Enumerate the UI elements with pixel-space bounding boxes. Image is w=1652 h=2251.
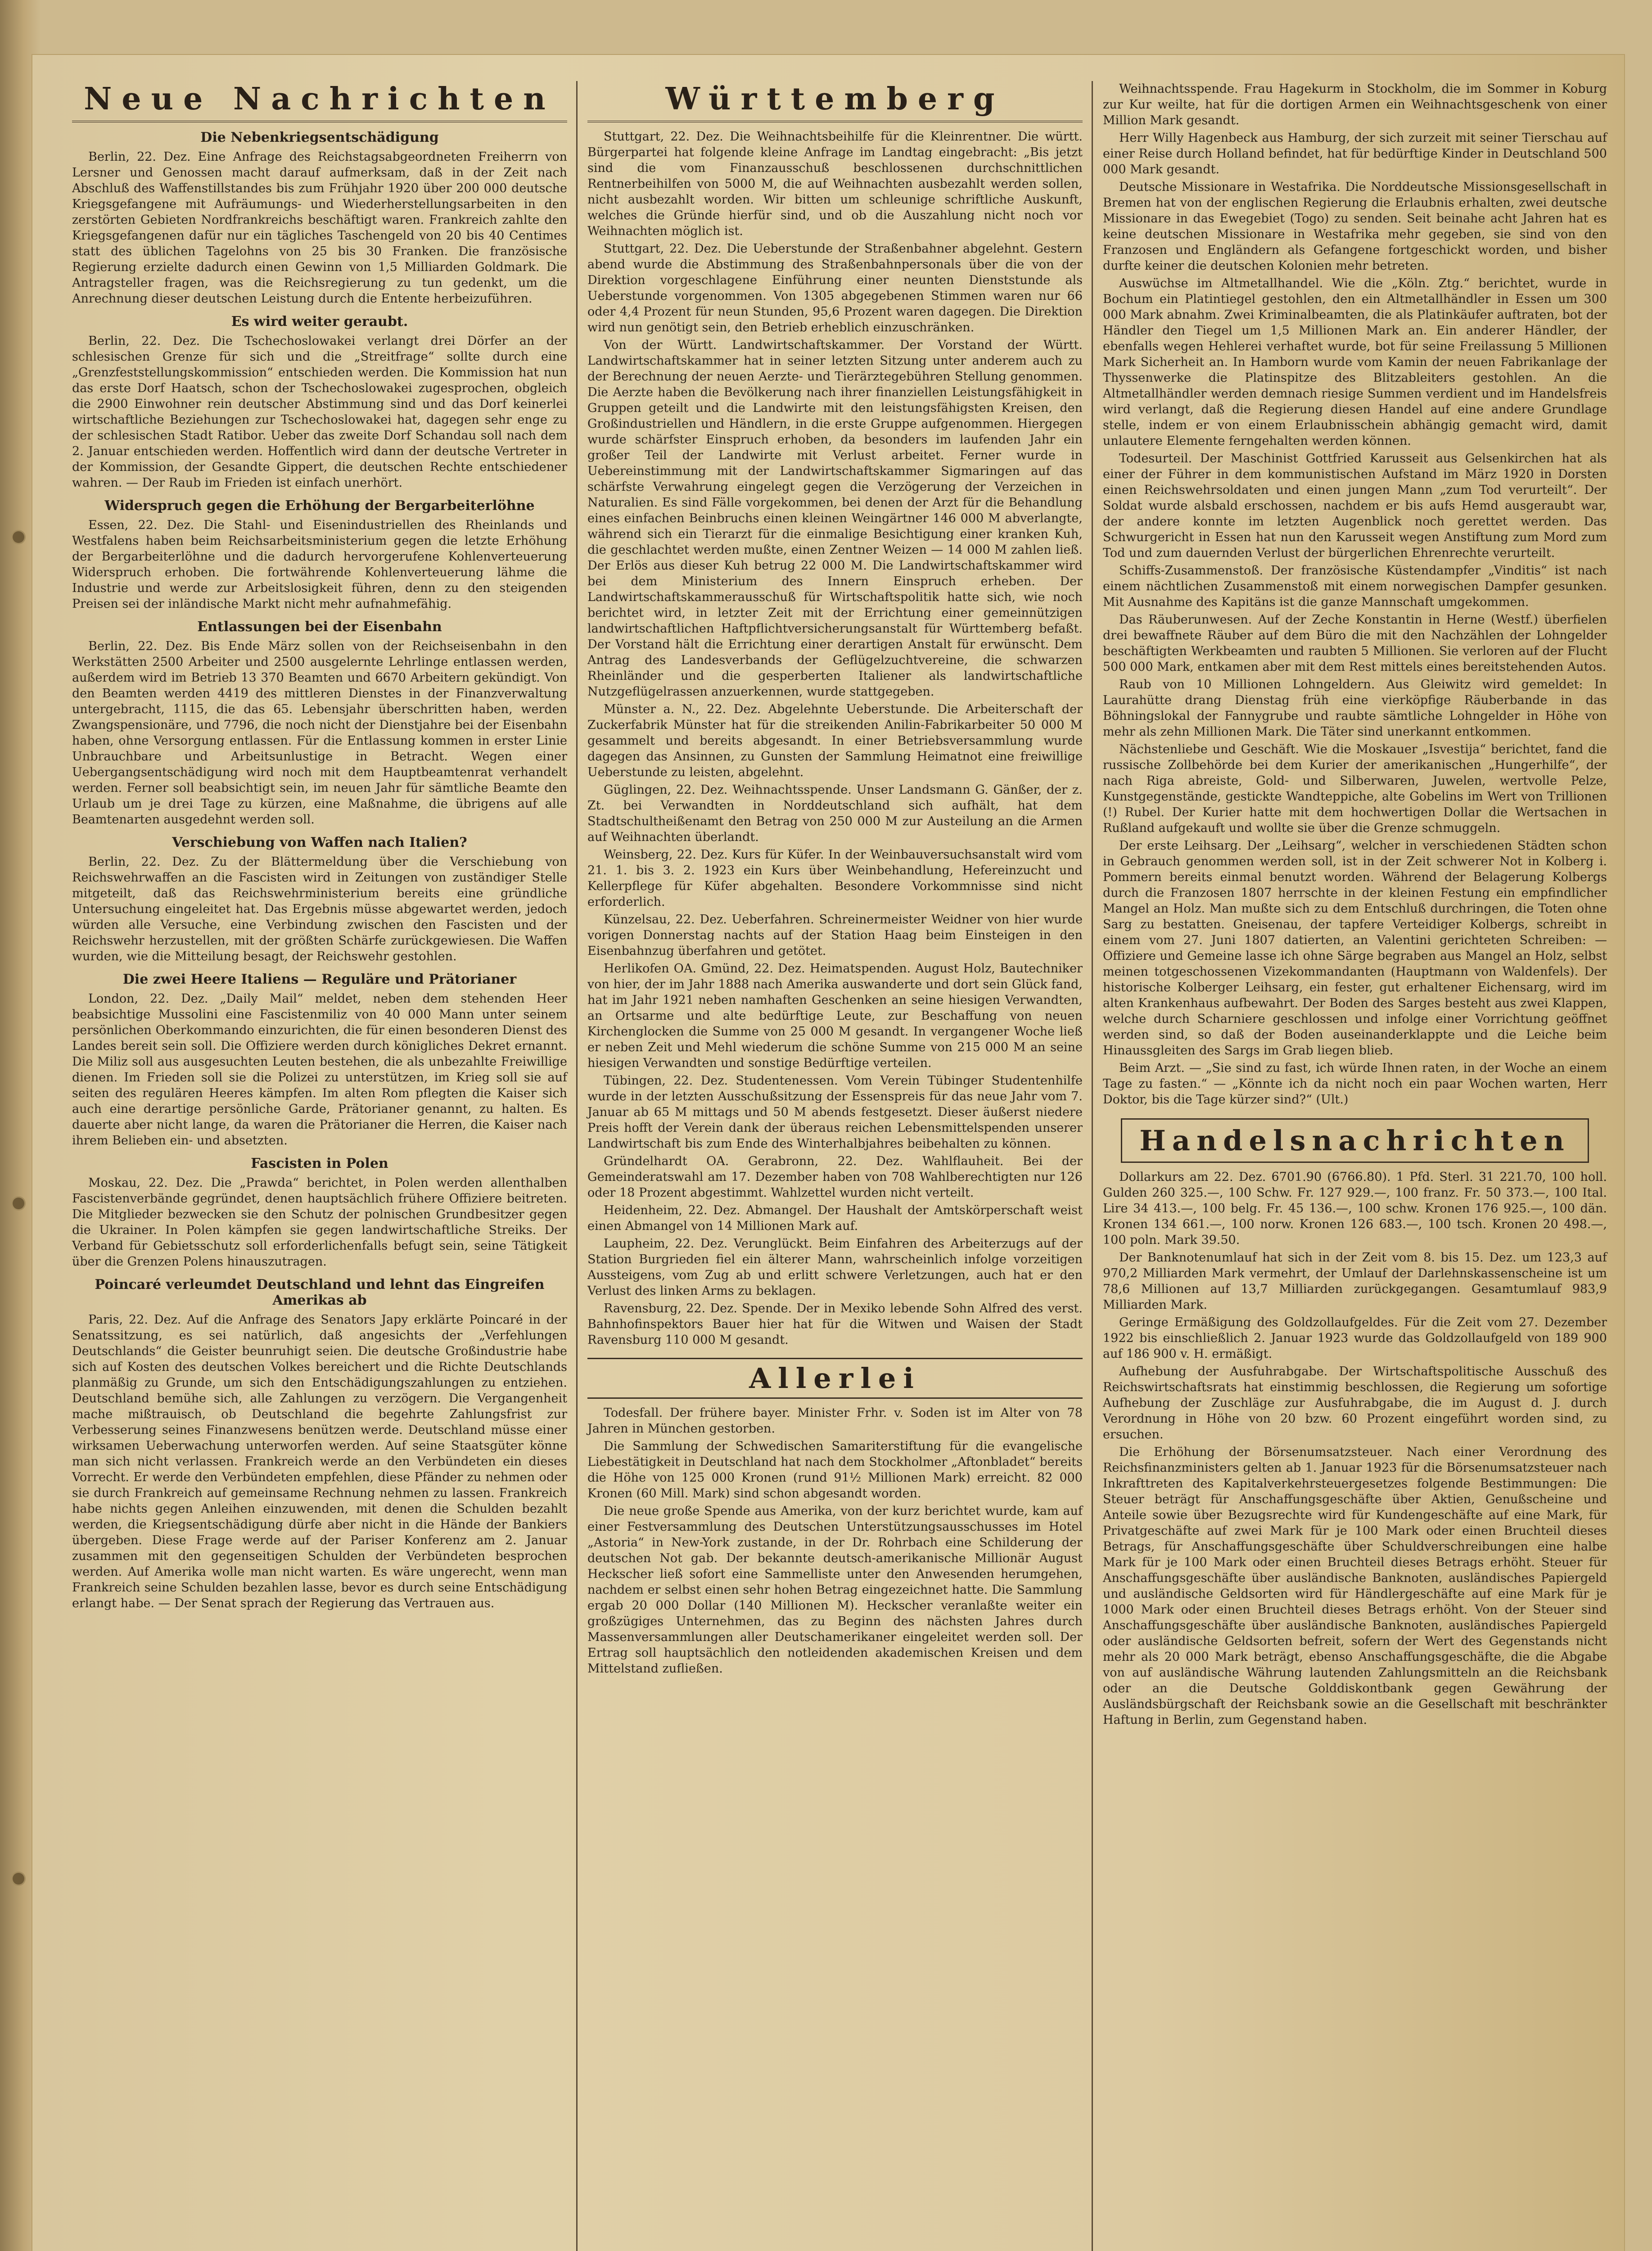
article [1103,81,1607,128]
article-text: Dollarkurs am 22. Dez. 6701.90 (6766.80). 1 Pfd. Sterl. 31 221.70, 100 holl. Gulden 260 325.—, 100 Schw. Fr. 127 929.—, 100 franz. Fr. 50 373.—, 100 Ital. Lire 34 413.—, 100 belg. Fr. 45 136.—, 100 schw. Kronen 176 925.—, 100 dän. Kronen 134 661.—, 100 norw. Kronen 126 683.—, 100 tsch. Kronen 20 498.—, 100 poln. Mark 39.50. [1103,1170,1607,1247]
article [1103,179,1607,274]
article-text: Das Räuberunwesen. Auf der Zeche Konstantin in Herne (Westf.) überfielen drei bewaffnete Räuber auf dem Büro die mit den Nachzählen der Lohngelder beschäftigten Werkbeamten und raubten 5 Millionen. Sie verloren auf der Flucht 500 000 Mark, entkamen aber mit dem Rest mittels eines bereitstehenden Autos. [1103,613,1607,674]
article-text: Gründelhardt OA. Gerabronn, 22. Dez. Wahlflauheit. Bei der Gemeinderatswahl am 17. Dezember haben von 708 Wahlberechtigten nur 126 oder 18 Prozent abgestimmt. Wahlzettel wurden nicht verteilt. [587,1154,1083,1200]
article-text: Paris, 22. Dez. Auf die Anfrage des Senators Japy erklärte Poincaré in der Senatssitzung, es sei natürlich, daß angesichts der „Verfehlungen Deutschlands“ die Geister beunruhigt seien. Die deutsche Großindustrie habe sich auf Kosten des deutschen Volkes bereichert und die Richte Deutschlands planmäßig zu Grunde, um sich den Entschädigungszahlungen zu entziehen. Deutschland bemühe sich, alle Zahlungen zu verzögern. Die Vergangenheit mache mißtrauisch, ob Deutschland die begehrte Zahlungsfrist zur Verbesserung seines Finanzwesens benützen werde. Deutschland müsse einer wirksamen Ueberwachung unterworfen werden. Auf seine Staatsgüter könne man sich nicht verlassen. Frankreich werde an den Verbündeten ein dieses Vorrecht. Er werde den Verbündeten empfehlen, diese Pfänder zu nehmen oder sie durch Frankreich auf gemeinsame Rechnung nehmen zu lassen. Frankreich habe nichts gegen Anleihen einzuwenden, mit denen die Schulden bezahlt werden, die Kriegsentschädigung dürfe aber nicht in die Hände der Bankiers übergeben. Diese Frage werde auf der Pariser Konferenz am 2. Januar zusammen mit den gegenseitigen Schulden der Verbündeten besprochen werden. Auf Amerika wolle man nicht warten. Es wäre ungerecht, wenn man Frankreich seine Schulden bezahlen lasse, bevor es durch seine Entschädigung erlangt habe. — Der Senat sprach der Regierung das Vertrauen aus. [72,1313,567,1610]
article [1103,1060,1607,1107]
article [587,847,1083,910]
article [72,1277,567,1611]
section-title-wuerttemberg: Württemberg [587,81,1083,122]
section-title-allerlei: Allerlei [587,1358,1083,1399]
article-text: Ravensburg, 22. Dez. Spende. Der in Mexiko lebende Sohn Alfred des verst. Bahnhofinspektors Bauer hier hat für die Witwen und Waisen der Stadt Ravensburg 110 000 M gesandt. [587,1302,1083,1347]
article [1103,612,1607,675]
article-text: Künzelsau, 22. Dez. Ueberfahren. Schreinermeister Weidner von hier wurde vorigen Donnerstag nachts auf der Station Haag beim Einsteigen in den Eisenbahnzug überfahren und getötet. [587,913,1083,958]
column-middle-articles [587,129,1083,1677]
article-text: Auswüchse im Altmetallhandel. Wie die „Köln. Ztg.“ berichtet, wurde in Bochum ein Platintiegel gestohlen, den ein Altmetallhändler in Essen um 300 000 Mark abnahm. Zwei Kriminalbeamten, die als Platinkäufer auftraten, bot der Händler den Tiegel um 1,5 Millionen Mark an. Ein anderer Händler, der ebenfalls wegen Hehlerei verhaftet wurde, bot für seine Freilassung 5 Millionen Mark Sicherheit an. In Hamborn wurde vom Kamin der neuen Fabrikanlage der Thyssenwerke die Platinspitze des Blitzableiters gestohlen. An die Altmetallhändler werden demnach riesige Summen verdient und im Handelsfreis wird verlangt, daß die Regierung diesen Handel auf eine andere Grundlage stelle, indem er von einem Erlaubnisschein abhängig gemacht wird, damit unlautere Elemente ferngehalten werden können. [1103,276,1607,448]
article-text: London, 22. Dez. „Daily Mail“ meldet, neben dem stehenden Heer beabsichtige Mussolini eine Fascistenmiliz von 40 000 Mann unter seinem persönlichen Oberkommando einzurichten, die für einen besonderen Dienst des Landes bereit sein soll. Die Offiziere werden durch königliches Dekret ernannt. Die Miliz soll aus ausgesuchten Leuten bestehen, die als unbezahlte Freiwillige dienen. Im Frieden soll sie die Polizei zu unterstützen, im Krieg soll sie auf seiten des regulären Heeres kämpfen. Im alten Rom pflegten die Kaiser sich auch eine derartige persönliche Garde, Prätorianer genannt, zu halten. Es dauerte aber nicht lange, da waren die Prätorianer die Herren, die Kaiser nach ihrem Belieben ein- und absetzten. [72,992,567,1148]
article-text: Die Sammlung der Schwedischen Samariterstiftung für die evangelische Liebestätigkeit in Deutschland hat nach dem Stockholmer „Aftonbladet“ bereits die Höhe von 125 000 Kronen (rund 91½ Millionen Mark) erreicht. 82 000 Kronen (60 Mill. Mark) sind schon abgesandt worden. [587,1439,1083,1501]
article-text: Güglingen, 22. Dez. Weihnachtsspende. Unser Landsmann G. Gänßer, der z. Zt. bei Verwandten in Norddeutschland sich aufhält, hat dem Stadtschultheißenamt den Betrag von 250 000 M zur Austeilung an die Armen auf Weihnachten überlandt. [587,783,1083,844]
column-left [72,81,567,1613]
article [72,498,567,612]
article-text: Beim Arzt. — „Sie sind zu fast, ich würde Ihnen raten, in der Woche an einem Tage zu fasten.“ — „Könnte ich da nicht noch ein paar Wochen warten, Herr Doktor, bis die Tage kürzer sind?“ (Ult.) [1103,1061,1607,1107]
article [1103,1364,1607,1442]
article [587,912,1083,959]
article [1103,1315,1607,1362]
column-rule [1092,81,1093,2251]
article [72,972,567,1148]
article [587,1073,1083,1152]
article [587,1301,1083,1348]
article-text: Der Banknotenumlauf hat sich in der Zeit vom 8. bis 15. Dez. um 123,3 auf 970,2 Milliarden Mark vermehrt, der Umlauf der Darlehnskassenscheine ist um 78,6 Millionen auf 13,7 Milliarden zurückgegangen. Gesamtumlauf 983,9 Milliarden Mark. [1103,1251,1607,1312]
article [587,1405,1083,1437]
newspaper-page [32,54,1625,2251]
binding-hole [13,1198,24,1209]
article [587,1503,1083,1677]
column-middle [587,81,1083,1678]
article-text: Der erste Leihsarg. Der „Leihsarg“, welcher in verschiedenen Städten schon in Gebrauch genommen werden soll, ist in der Zeit schwerer Not in Kolberg i. Pommern bereits einmal benutzt worden. Während der Belagerung Kolbergs durch die Franzosen 1807 herrschte in der kleinen Festung ein empfindlicher Mangel an Holz. Man mußte sich zu dem Entschluß durchringen, die Toten ohne Sarg zu bestatten. Gneisenau, der tapfere Verteidiger Kolbergs, schreibt in einem vom 27. Juni 1807 datierten, an Valentini gerichteten Schreiben: — Offiziere und Gemeine lasse ich ohne Särge begraben aus Mangel an Holz, selbst meinen totgeschossenen Vizekommandanten (Hauptmann von Waldenfels). Der historische Kolberger Leihsarg, ein fester, gut erhaltener Eichensarg, wird im alten Krankenhaus aufbewahrt. Der Boden des Sarges besteht aus zwei Klappen, welche durch Scharniere geschlossen und infolge einer Vorrichtung geöffnet werden sind, so daß der Boden auseinanderklappte und die Leiche beim Hinaussgleiten des Sargs im Grab liegen blieb. [1103,839,1607,1058]
article [1103,677,1607,740]
article [1103,1169,1607,1248]
article-text: Todesurteil. Der Maschinist Gottfried Karusseit aus Gelsenkirchen hat als einer der Führer in dem kommunistischen Aufstand im März 1920 in Dorsten einen Reichswehrsoldaten und einen jungen Mann „zum Tod verurteilt“. Der Soldat wurde alsbald erschossen, nachdem er bis aufs Hemd ausgeraubt war, der andere konnte im letzten Augenblick noch gerettet werden. Das Schwurgericht in Essen hat nun den Karusseit wegen Anstiftung zum Mord zum Tod und zum dauernden Verlust der bürgerlichen Ehrenrechte verurteilt. [1103,452,1607,560]
article-headline: Die Nebenkriegsentschädigung [200,130,439,145]
article-text: Berlin, 22. Dez. Zu der Blättermeldung über die Verschiebung von Reichswehrwaffen an die Fascisten wird in Zeitungen von zuständiger Stelle mitgeteilt, daß das Reichswehrministerium bereits eine gründliche Untersuchung eingeleitet hat. Das Ergebnis müsse abgewartet werden, jedoch würden alle Versuche, eine Verbindung zwischen den Fascisten und der Reichswehr herzustellen, mit der größten Schärfe zurückgewiesen. Die Waffen wurden, wie die Mitteilung besagt, der Reichswehr gestohlen. [72,855,567,963]
column-rule [576,81,578,2251]
article-headline: Fascisten in Polen [251,1156,388,1171]
article-text: Weinsberg, 22. Dez. Kurs für Küfer. In der Weinbauversuchsanstalt wird vom 21. 1. bis 3. 2. 1923 ein Kurs über Weinbehandlung, Hefereinzucht und Kellerpflege für Küfer abgehalten. Besondere Vorkommnisse sind nicht erforderlich. [587,848,1083,909]
article-text: Berlin, 22. Dez. Die Tschechoslowakei verlangt drei Dörfer an der schlesischen Grenze für sich und die „Streitfrage“ sollte durch eine „Grenzfeststellungskommission“ entschieden werden. Die Kommission hat nun das erste Dorf Haatsch, schon der Tschechoslowakei zugesprochen, obgleich die 2900 Einwohner rein deutscher Abstimmung sind und das Dorf keinerlei wirtschaftliche Beziehungen zur Tschechoslowakei hat, dagegen sehr enge zu der schlesischen Stadt Ratibor. Ueber das zweite Dorf Schandau soll nach dem 2. Januar entschieden werden. Hoffentlich wird dann der deutsche Vertreter in der Kommission, der Gesandte Gippert, die deutschen Rechte entschiedener wahren. — Der Raub im Frieden ist einfach unerhört. [72,334,567,490]
article-text: Herr Willy Hagenbeck aus Hamburg, der sich zurzeit mit seiner Tierschau auf einer Reise durch Holland befindet, hat für bedürftige Kinder in Deutschland 500 000 Mark gesandt. [1103,131,1607,176]
column-right [1103,81,1607,1730]
article-text: Berlin, 22. Dez. Eine Anfrage des Reichstagsabgeordneten Freiherrn von Lersner und Genossen macht darauf aufmerksam, daß in der Zeit nach Abschluß des Waffenstillstandes bis zum Frühjahr 1920 über 200 000 deutsche Kriegsgefangene mit Aufräumungs- und Wiederherstellungsarbeiten in den zerstörten Gebieten Nordfrankreichs beschäftigt waren. Frankreich zahlte den Kriegsgefangenen dafür nur ein tägliches Taschengeld von 20 bis 40 Centimes statt des üblichen Tagelohns von 25 bis 30 Franken. Die französische Regierung erzielte dadurch einen Gewinn von 1,5 Milliarden Goldmark. Die Antragsteller fragen, was die Reichsregierung zu tun gedenkt, um die Anrechnung dieser deutschen Leistung durch die Entente herbeizuführen. [72,150,567,306]
article-text: Moskau, 22. Dez. Die „Prawda“ berichtet, in Polen werden allenthalben Fascistenverbände gegründet, denen hauptsächlich frühere Offiziere beitreten. Die Mitglieder bezwecken sie den Schutz der polnischen Grundbesitzer gegen die Ukrainer. In Polen kämpfen sie gegen landwirtschaftliche Streiks. Der Verband für Gebietsschutz soll erforderlichenfalls befugt sein, seine Tätigkeit über die Grenzen Polens hinauszutragen. [72,1176,567,1269]
article [72,1156,567,1270]
section-title-handelsnachrichten: Handelsnachrichten [1121,1118,1589,1163]
article-headline: Es wird weiter geraubt. [231,314,408,330]
article-text: Geringe Ermäßigung des Goldzollaufgeldes. Für die Zeit vom 27. Dezember 1922 bis einschließlich 2. Januar 1923 wurde das Goldzollaufgeld von 189 900 auf 186 900 v. H. ermäßigt. [1103,1315,1607,1361]
article-text: Stuttgart, 22. Dez. Die Weihnachtsbeihilfe für die Kleinrentner. Die württ. Bürgerpartei hat folgende kleine Anfrage im Landtag eingebracht: „Bis jetzt sind die vom Finanzausschuß beschlossenen durchschnittlichen Rentnerbeihilfen von 5000 M, die auf Weihnachten ausbezahlt werden sollen, nicht ausbezahlt worden. Wir bitten um schleunige schriftliche Auskunft, welches die Gründe hierfür sind, und ob die Auszahlung nicht noch vor Weihnachten möglich ist. [587,130,1083,238]
article-text: Essen, 22. Dez. Die Stahl- und Eisenindustriellen des Rheinlands und Westfalens haben beim Reichsarbeitsministerium gegen die letzte Erhöhung der Bergarbeiterlöhne und die dadurch hervorgerufene Kohlenverteuerung Widerspruch erhoben. Die fortwährende Kohlenverteuerung lähme die Industrie und werde zur Arbeitslosigkeit führen, denn zu den steigenden Preisen sei der inländische Markt nicht mehr aufnahmefähig. [72,518,567,611]
article-headline: Entlassungen bei der Eisenbahn [197,619,442,635]
binding-hole [13,531,24,543]
article-text: Schiffs-Zusammenstoß. Der französische Küstendampfer „Vinditis“ ist nach einem nächtlichen Zusammenstoß mit einem norwegischen Dampfer gesunken. Mit Ausnahme des Kapitäns ist die ganze Mannschaft umgekommen. [1103,564,1607,609]
article-headline: Widerspruch gegen die Erhöhung der Bergarbeiterlöhne [104,498,535,514]
article [1103,838,1607,1058]
article-text: Raub von 10 Millionen Lohngeldern. Aus Gleiwitz wird gemeldet: In Laurahütte drang Dienstag früh eine vierköpfige Räuberbande in das Böhningslokal der Fannygrube und raubte sämtliche Lohngelder in Höhe von mehr als zehn Millionen Mark. Die Täter sind unerkannt entkommen. [1103,678,1607,739]
article [1103,451,1607,561]
article [1103,130,1607,177]
article-text: Die Erhöhung der Börsenumsatzsteuer. Nach einer Verordnung des Reichsfinanzministers gelten ab 1. Januar 1923 für die Börsenumsatzsteuer nach Inkrafttreten des Kapitalverkehrsteuergesetzes folgende Bestimmungen: Die Steuer beträgt für Anschaffungsgeschäfte über Aktien, Genußscheine und Anteile sowie über Bezugsrechte wird für Kundengeschäfte auf eine Mark, für Privatgeschäfte auf zwei Mark für je 100 Mark oder einen Bruchteil dieses Betrags, für Anschaffungsgeschäfte über Schuldverschreibungen eine halbe Mark für je 100 Mark oder einen Bruchteil dieses Betrags erhöht. Steuer für Anschaffungsgeschäfte über ausländische Banknoten, ausländisches Papiergeld und ausländische Geldsorten wird für Händlergeschäfte auf eine Mark für je 1000 Mark oder einen Bruchteil dieses Betrags erhöht. Von der Steuer sind Anschaffungsgeschäfte über ausländische Banknoten, ausländisches Papiergeld oder ausländische Geldsorten befreit, sofern der Wert des Gegenstands nicht mehr als 20 000 Mark beträgt, ebenso Anschaffungsgeschäfte, die die Abgabe von auf ausländische Währung lautenden Zahlungsmitteln an die Reichsbank oder an die Deutsche Golddiskontbank gegen Gewährung der Ausländsbürgschaft der Reichsbank sowie an die Gesellschaft mit beschränkter Haftung in Berlin, zum Gegenstand haben. [1103,1445,1607,1727]
article-headline: Verschiebung von Waffen nach Italien? [172,835,467,850]
article [587,337,1083,700]
article [587,782,1083,845]
article-text: Herlikofen OA. Gmünd, 22. Dez. Heimatspenden. August Holz, Bautechniker von hier, der im Jahr 1888 nach Amerika auswanderte und dort sein Glück fand, hat im Jahr 1921 neben namhaften Geschenken an seine hiesigen Verwandten, an Ortsarme und alte bedürftige Leute, zur Beschaffung von neuen Kirchenglocken die Summe von 25 000 M gesandt. In vergangener Woche ließ er neben Zeit und Mehl wiederum die schöne Summe von 215 000 M an seine hiesigen Verwandten und sonstige Bedürftige verteilen. [587,962,1083,1070]
article-text: Weihnachtsspende. Frau Hagekurm in Stockholm, die im Sommer in Koburg zur Kur weilte, hat für die dortigen Armen ein Weihnachtsgeschenk von einer Million Mark gesandt. [1103,82,1607,127]
article-text: Heidenheim, 22. Dez. Abmangel. Der Haushalt der Amtskörperschaft weist einen Abmangel von 14 Millionen Mark auf. [587,1203,1083,1233]
article-headline: Die zwei Heere Italiens — Reguläre und Prätorianer [122,972,517,987]
article [1103,1250,1607,1313]
article [587,1438,1083,1501]
article [72,619,567,827]
column-right-articles [1103,81,1607,1728]
section-title-neue-nachrichten: Neue Nachrichten [72,81,567,122]
article-text: Tübingen, 22. Dez. Studentenessen. Vom Verein Tübinger Studentenhilfe wurde in der letzten Ausschußsitzung der Essenspreis für das neue Jahr vom 7. Januar ab 65 M mittags und 50 M abends festgesetzt. Dieser äußerst niedere Preis hofft der Verein dank der überaus reichen Lebensmittelspenden unserer Landwirtschaft bis zum Ende des Winterhalbjahres beibehalten zu können. [587,1074,1083,1151]
article [1103,741,1607,836]
article [587,129,1083,239]
article [587,1153,1083,1201]
article [72,130,567,307]
article [587,961,1083,1071]
article-text: Berlin, 22. Dez. Bis Ende März sollen von der Reichseisenbahn in den Werkstätten 2500 Arbeiter und 2500 ausgelernte Lehrlinge entlassen werden, außerdem wird im Betrieb 13 370 Beamten und 6670 Arbeitern gekündigt. Von den Beamten werden 4419 des mittleren Dienstes in der Finanzverwaltung untergebracht, 1115, die das 65. Lebensjahr überschritten haben, werden Zwangspensionäre, und 7796, die noch nicht der Dienstjahre bei der Eisenbahn haben, ohne Versorgung entlassen. Für die Entlassung kommen in erster Linie Unbrauchbare und Arbeitsunlustige in Betracht. Wegen einer Uebergangsentschädigung wird noch mit dem Hauptbeamtenrat verhandelt werden. Ferner soll beabsichtigt sein, im neuen Jahr für sämtliche Beamte den Urlaub um je drei Tage zu kürzen, eine Maßnahme, die übrigens auf alle Beamtenarten ausgedehnt werden soll. [72,639,567,827]
article-text: Stuttgart, 22. Dez. Die Ueberstunde der Straßenbahner abgelehnt. Gestern abend wurde die Abstimmung des Straßenbahnpersonals über die von der Direktion vorgeschlagene Einführung einer neunten Dienststunde als Ueberstunde vorgenommen. Von 1305 abgegebenen Stimmen waren nur 66 oder 4,4 Prozent für neun Stunden, 95,6 Prozent waren dagegen. Die Direktion wird nun genötigt sein, den Betrieb erheblich einzuschränken. [587,242,1083,334]
article [72,835,567,964]
article-text: Todesfall. Der frühere bayer. Minister Frhr. v. Soden ist im Alter von 78 Jahren in München gestorben. [587,1406,1083,1436]
article-text: Von der Württ. Landwirtschaftskammer. Der Vorstand der Württ. Landwirtschaftskammer hat in seiner letzten Sitzung unter anderem auch zu der Berechnung der neuen Aerzte- und Tierärztegebühren Stellung genommen. Die Aerzte haben die Bevölkerung nach ihrer finanziellen Leistungsfähigkeit in Gruppen geteilt und die Landwirte mit den leistungsfähigsten Kreisen, den Großindustriellen und Händlern, in die erste Gruppe aufgenommen. Hiergegen wurde schärfster Einspruch erhoben, da besonders im laufenden Jahr ein großer Teil der Landwirte mit Verlust arbeitet. Ferner wurde in Uebereinstimmung mit der Landwirtschaftskammer Sigmaringen auf das schärfste Verwahrung eingelegt gegen die Verzögerung der Verzeichen in Naturalien. Es sind Fälle vorgekommen, bei denen der Arzt für die Behandlung eines einfachen Beinbruchs einen kleinen Weingärtner 146 000 M abverlangte, während sich ein Tierarzt für die einmalige Besichtigung einer kranken Kuh, die geschlachtet werden mußte, einen Zentner Weizen — 14 000 M zahlen ließ. Der Erlös aus dieser Kuh betrug 22 000 M. Die Landwirtschaftskammer wird bei dem Ministerium des Innern Einspruch erheben. Der Landwirtschaftskammerausschuß für Wirtschaftspolitik hatte sich, wie noch berichtet wird, in letzter Zeit mit der Errichtung einer gemeinnützigen landwirtschaftlichen Haftpflichtversicherungsanstalt für Württemberg befaßt. Der Vorstand hält die Errichtung einer derartigen Anstalt für erwünscht. Dem Antrag des Landesverbands der Geflügelzuchtvereine, die schwarzen Rheinländer und die gesperberten Italiener als landwirtschaftliche Nutzgeflügelrassen anzuerkennen, wurde stattgegeben. [587,338,1083,699]
article [587,1236,1083,1299]
article-headline: Poincaré verleumdet Deutschland und lehnt das Eingreifen Amerikas ab [95,1277,545,1308]
article-text: Laupheim, 22. Dez. Verunglückt. Beim Einfahren des Arbeiterzugs auf der Station Burgrieden fiel ein älterer Mann, wahrscheinlich infolge vorzeitigen Aussteigens, vom Zug ab und erlitt schwere Verletzungen, auch hat er den Verlust des linken Arms zu beklagen. [587,1237,1083,1298]
article-text: Deutsche Missionare in Westafrika. Die Norddeutsche Missionsgesellschaft in Bremen hat von der englischen Regierung die Erlaubnis erhalten, zwei deutsche Missionare in das Ewegebiet (Togo) zu senden. Seit beinahe acht Jahren hat es keine deutschen Missionare in Westafrika mehr gegeben, sie sind von den Franzosen und Engländern als Gefangene fortgeschickt worden, und bisher durfte keiner die deutschen Kolonien mehr betreten. [1103,180,1607,273]
article [1103,563,1607,610]
article-text: Münster a. N., 22. Dez. Abgelehnte Ueberstunde. Die Arbeiterschaft der Zuckerfabrik Münster hat für die streikenden Anilin-Fabrikarbeiter 50 000 M gesammelt und bereits abgesandt. In einer Betriebsversammlung wurde dagegen das Ansinnen, zu Gunsten der Sammlung Heimatnot eine freiwillige Ueberstunde zu leisten, abgelehnt. [587,702,1083,779]
article-text: Die neue große Spende aus Amerika, von der kurz berichtet wurde, kam auf einer Festversammlung des Deutschen Unterstützungsausschusses im Hotel „Astoria“ in New-York zustande, in der Dr. Rohrbach eine Schilderung der deutschen Not gab. Der bekannte deutsch-amerikanische Millionär August Heckscher ließ sofort eine Sammelliste unter den Anwesenden herumgehen, nachdem er selbst einen sehr hohen Betrag eingezeichnet hatte. Die Sammlung ergab 20 000 Dollar (140 Millionen M). Heckscher veranlaßte weiter ein großzügiges Unternehmen, das zu Beginn des nächsten Jahres durch Massenversammlungen aller Deutschamerikaner eingeleitet werden soll. Der Ertrag soll hauptsächlich den notleidenden akademischen Kreisen und dem Mittelstand zufließen. [587,1504,1083,1676]
article [1103,1444,1607,1728]
article-text: Nächstenliebe und Geschäft. Wie die Moskauer „Isvestija“ berichtet, fand die russische Zollbehörde bei dem Kurier der amerikanischen „Hungerhilfe“, der nach Riga abreiste, Gold- und Silberwaren, Juwelen, wertvolle Pelze, Kunstgegenstände, gestickte Wandteppiche, alte Gobelins im Wert von Trillionen (!) Rubel. Der Kurier hatte mit dem hochwertigen Dollar die Wertsachen in Rußland aufgekauft und wollte sie über die Grenze schmuggeln. [1103,742,1607,835]
article-text: Aufhebung der Ausfuhrabgabe. Der Wirtschaftspolitische Ausschuß des Reichswirtschaftsrats hat einstimmig beschlossen, die Regierung um sofortige Aufhebung der Zuschläge zur Ausfuhrabgabe, die im August d. J. durch Verordnung in Höhe von 20 bzw. 60 Prozent eingeführt worden sind, zu ersuchen. [1103,1365,1607,1442]
article [1103,276,1607,449]
binding-hole [13,1873,24,1885]
article [72,314,567,491]
column-left-articles [72,130,567,1611]
article [587,701,1083,780]
article [587,1202,1083,1234]
article [587,241,1083,335]
